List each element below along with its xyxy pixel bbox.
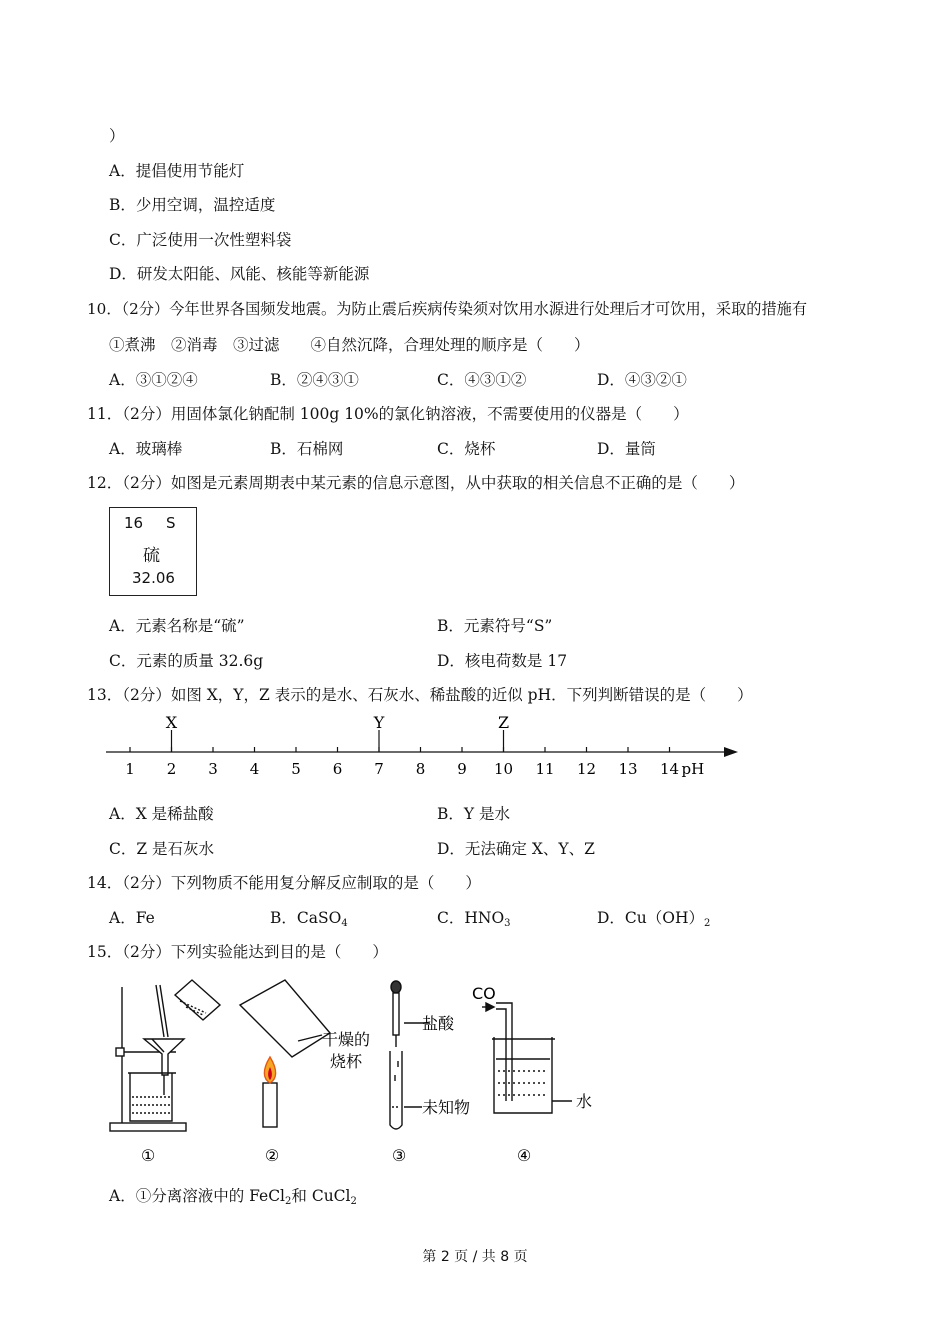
ph-marker-label: Z xyxy=(497,713,510,732)
q13-option-d: D．无法确定 X、Y、Z xyxy=(437,840,595,858)
ph-tick-label: 3 xyxy=(208,760,218,778)
dry-beaker-label-2: 烧杯 xyxy=(330,1052,363,1071)
ph-tick-label: 8 xyxy=(415,760,426,778)
q9-option-a: A．提倡使用节能灯 xyxy=(109,162,245,180)
element-mass: 32.06 xyxy=(132,569,175,587)
q9-option-b: B．少用空调，温控适度 xyxy=(109,196,276,214)
q9-option-c: C．广泛使用一次性塑料袋 xyxy=(109,231,292,249)
element-name: 硫 xyxy=(143,546,160,566)
q14-option-b xyxy=(270,908,348,934)
figure-number-4: ④ xyxy=(516,1146,532,1165)
co-water-apparatus xyxy=(482,1003,572,1113)
q14-option-b-subscript: 4 xyxy=(341,918,348,929)
ph-tick-label: 2 xyxy=(166,760,177,778)
q15-option-a-subscript-1: 2 xyxy=(285,1196,292,1207)
q12-option-c: C．元素的质量 32.6g xyxy=(109,652,264,670)
ph-tick-label: 12 xyxy=(576,760,597,778)
q15-option-a-subscript-2: 2 xyxy=(350,1196,357,1207)
page-footer: 第 2 页 / 共 8 页 xyxy=(422,1249,528,1265)
q14-option-d xyxy=(597,908,710,934)
q13-option-b: B．Y 是水 xyxy=(437,805,511,823)
q14-option-c xyxy=(437,908,511,934)
q14-option-a: A．Fe xyxy=(109,909,155,927)
q10-option-c: C．④③①② xyxy=(437,371,527,389)
ph-marker-label: X xyxy=(165,713,178,732)
ph-number-line xyxy=(100,710,750,785)
q12-stem: 12．（2分）如图是元素周期表中某元素的信息示意图，从中获取的相关信息不正确的是（ ） xyxy=(87,474,745,492)
ph-tick-label: 4 xyxy=(249,760,260,778)
ph-tick-label: 5 xyxy=(291,760,301,778)
ph-tick-label: 13 xyxy=(618,760,638,778)
q12-option-d: D．核电荷数是 17 xyxy=(437,652,568,670)
ph-tick-label: 6 xyxy=(332,760,343,778)
q13-option-a: A．X 是稀盐酸 xyxy=(109,805,214,823)
q11-stem: 11．（2分）用固体氯化钠配制 100g 10%的氯化钠溶液，不需要使用的仪器是（ ） xyxy=(87,405,689,423)
q10-stem: 10．（2分）今年世界各国频发地震。为防止震后疾病传染须对饮用水源进行处理后才可饮用，采取的措施有 xyxy=(87,300,808,318)
q14-stem: 14．（2分）下列物质不能用复分解反应制取的是（ ） xyxy=(87,874,481,892)
hydrochloric-acid-label: 盐酸 xyxy=(422,1014,455,1033)
q14-option-c-subscript: 3 xyxy=(504,918,511,929)
ph-tick-label: 9 xyxy=(457,760,467,778)
q15-option-a xyxy=(109,1186,357,1212)
ph-axis-arrow-icon xyxy=(724,747,738,757)
q11-option-c: C．烧杯 xyxy=(437,440,496,458)
q14-option-d-text: D．Cu（OH） xyxy=(597,909,704,927)
q12-option-a: A．元素名称是“硫” xyxy=(109,617,245,635)
unknown-substance-label: 未知物 xyxy=(422,1098,471,1117)
q12-option-b: B．元素符号“S” xyxy=(437,617,553,635)
element-symbol: S xyxy=(166,514,176,532)
figure-number-2: ② xyxy=(264,1146,280,1165)
q11-option-b: B．石棉网 xyxy=(270,440,344,458)
q14-option-b-text: B．CaSO xyxy=(270,909,342,927)
q13-stem: 13．（2分）如图 X，Y，Z 表示的是水、石灰水、稀盐酸的近似 pH．下列判断错误的是（ ） xyxy=(87,686,753,704)
figure-number-3: ③ xyxy=(391,1146,407,1165)
q13-option-c: C．Z 是石灰水 xyxy=(109,840,215,858)
q15-option-a-text: A．①分离溶液中的 FeCl xyxy=(109,1187,286,1205)
ph-tick-label: 1 xyxy=(125,760,135,778)
q14-option-c-text: C．HNO xyxy=(437,909,505,927)
ph-tick-label: 14 xyxy=(659,760,680,778)
q11-option-d: D．量筒 xyxy=(597,440,656,458)
ph-marker-label: Y xyxy=(373,713,385,732)
element-number: 16 xyxy=(124,514,144,532)
q15-option-a-text-2: 和 CuCl xyxy=(291,1187,351,1205)
q10-option-d: D．④③②① xyxy=(597,371,687,389)
q15-stem: 15．（2分）下列实验能达到目的是（ ） xyxy=(87,943,388,961)
candle-beaker-apparatus xyxy=(240,980,330,1127)
q14-option-d-subscript: 2 xyxy=(704,918,711,929)
water-label: 水 xyxy=(576,1092,593,1111)
gas-flow-arrow-icon xyxy=(486,1003,494,1011)
q15-apparatus-figure xyxy=(100,975,620,1170)
ph-unit-label: pH xyxy=(681,760,705,778)
filtration-apparatus xyxy=(110,980,220,1131)
element-info-box xyxy=(109,507,197,596)
ph-tick-label: 7 xyxy=(374,760,384,778)
dry-beaker-label: 干燥的 xyxy=(322,1030,371,1049)
figure-number-1: ① xyxy=(140,1146,156,1165)
co-label: CO xyxy=(472,984,496,1003)
ph-tick-label: 11 xyxy=(535,760,555,778)
q11-option-a: A．玻璃棒 xyxy=(109,440,183,458)
ph-tick-label: 10 xyxy=(493,760,514,778)
q10-option-b: B．②④③① xyxy=(270,371,359,389)
q9-stem-tail: ） xyxy=(109,127,125,145)
q10-option-a: A．③①②④ xyxy=(109,371,198,389)
q10-stem-2: ①煮沸 ②消毒 ③过滤 ④自然沉降，合理处理的顺序是（ ） xyxy=(109,336,590,354)
q9-option-d: D．研发太阳能、风能、核能等新能源 xyxy=(109,265,370,283)
